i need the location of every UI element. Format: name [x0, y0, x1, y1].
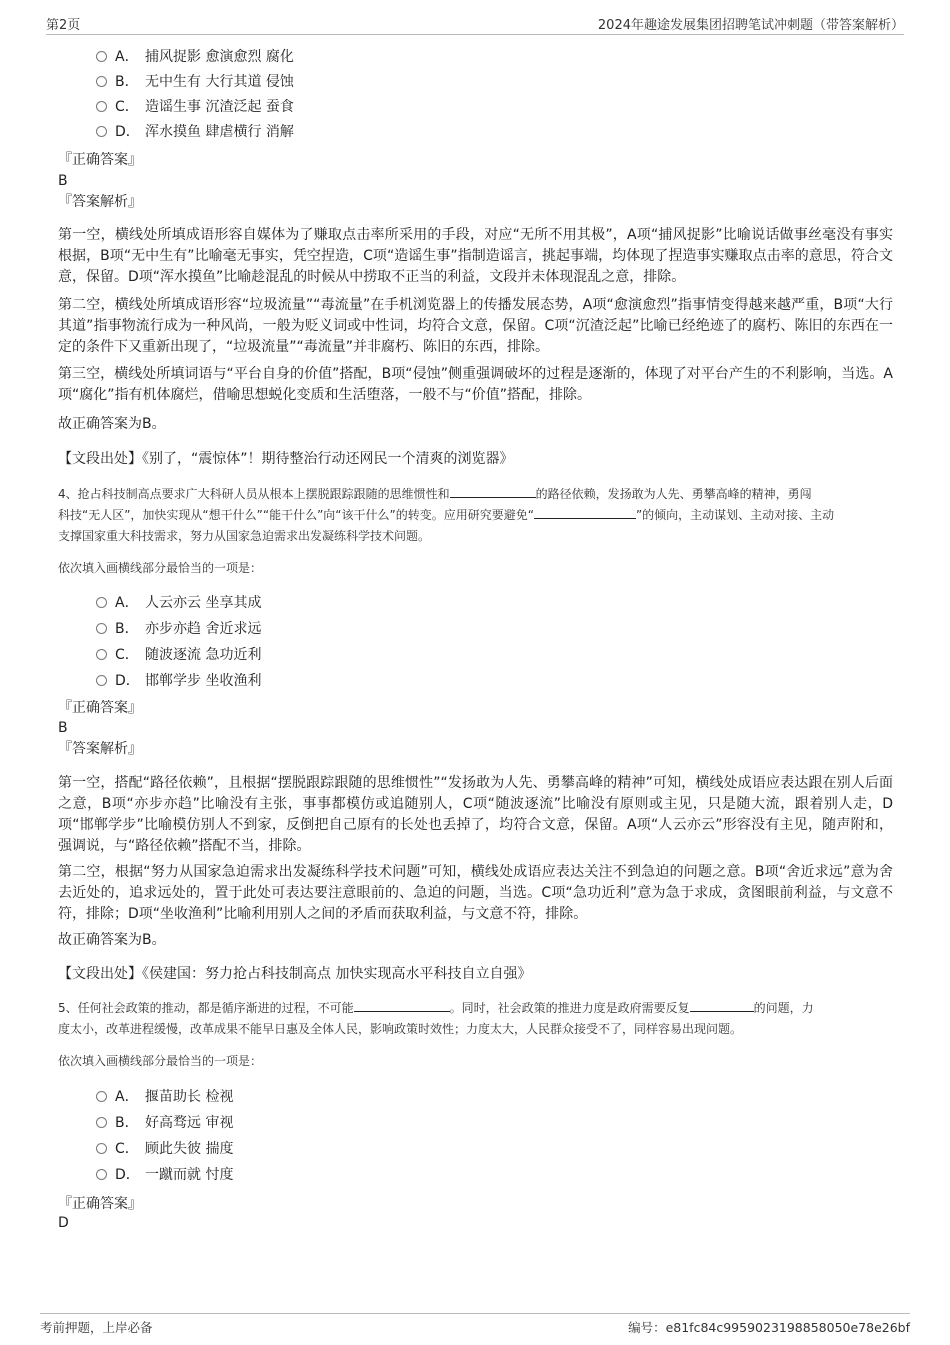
q3-analysis-3: 第三空，横线处所填词语与“平台自身的价值”搭配，B项“侵蚀”侧重强调破坏的过程是逐渐的，体现了对平台产生的不利影响，当选。A项“腐化”指有机体腐烂，借喻思想蜕化变质和生活堕落，一般不与“价值”搭配，排除。 [58, 366, 893, 403]
blank-1 [450, 485, 536, 498]
q4-option-d[interactable]: D． 邯郸学步 坐收渔利 [96, 671, 261, 691]
q5-option-b[interactable]: B． 好高骛远 审视 [96, 1113, 233, 1133]
q4-stem: 4、抢占科技制高点要求广大科研人员从根本上摆脱跟踪跟随的思维惯性和 的路径依赖，发扬敢为人先、勇攀高峰的精神，勇闯 科技“无人区”，加快实现从“想干什么”“能干什么”向“该干什么”的转变。应用研究要避免“ ”的倾向，主动谋划、主动对接、主动 支撑国家重大科技需求，努力从国家急迫需求出发凝练科学技术问题。 [58, 487, 835, 543]
q5-option-c[interactable]: C． 顾此失彼 揣度 [96, 1139, 233, 1159]
q5-answer: D [58, 1215, 69, 1231]
radio-icon[interactable] [96, 51, 107, 62]
radio-icon[interactable] [96, 126, 107, 137]
document-title: 2024年趣途发展集团招聘笔试冲刺题（带答案解析） [597, 18, 904, 33]
radio-icon[interactable] [96, 1091, 107, 1102]
page-header [46, 12, 904, 35]
q4-option-b[interactable]: B． 亦步亦趋 舍近求远 [96, 619, 261, 639]
q4-source: 【文段出处】《侯建国：努力抢占科技制高点 加快实现高水平科技自立自强》 [58, 966, 532, 982]
radio-icon[interactable] [96, 101, 107, 112]
q4-instruction: 依次填入画横线部分最恰当的一项是： [58, 561, 263, 575]
radio-icon[interactable] [96, 1169, 107, 1180]
q3-analysis-1: 第一空，横线处所填成语形容自媒体为了赚取点击率所采用的手段，对应“无所不用其极”，A项“捕风捉影”比喻说话做事丝毫没有事实根据，B项“无中生有”比喻毫无事实，凭空捏造，C项“造谣生事”指制造谣言，挑起事端，均体现了捏造事实赚取点击率的意思，符合文意，保留。D项“浑水摸鱼”比喻趁混乱的时候从中捞取不正当的利益，文段并未体现混乱之意，排除。 [58, 227, 893, 285]
q4-option-c[interactable]: C． 随波逐流 急功近利 [96, 645, 261, 665]
q3-option-d[interactable]: D． 浑水摸鱼 肆虐横行 消解 [96, 122, 294, 142]
radio-icon[interactable] [96, 675, 107, 686]
q4-option-a[interactable]: A． 人云亦云 坐享其成 [96, 593, 261, 613]
page-number: 第2页 [46, 18, 81, 33]
q3-source: 【文段出处】《别了，“震惊体”！期待整治行动还网民一个清爽的浏览器》 [58, 451, 514, 467]
footer-slogan: 考前押题，上岸必备 [40, 1320, 153, 1335]
q5-stem: 5、任何社会政策的推动，都是循序渐进的过程，不可能 。同时，社会政策的推进力度是政府需要反复 的问题，力 度太小，改革进程缓慢，改革成果不能早日惠及全体人民，影响政策时效性；力度太大，人民群众接受不了，同样容易出现问题。 [58, 1001, 814, 1036]
q5-instruction: 依次填入画横线部分最恰当的一项是： [58, 1054, 263, 1068]
q3-answer: B [58, 173, 68, 189]
q3-analysis-2: 第二空，横线处所填成语形容“垃圾流量”“毒流量”在手机浏览器上的传播发展态势，A项“愈演愈烈”指事情变得越来越严重，B项“大行其道”指事物流行成为一种风尚，一般为贬义词或中性词，均符合文意，保留。C项“沉渣泛起”比喻已经绝迹了的腐朽、陈旧的东西在一定的条件下又重新出现了，“垃圾流量”“毒流量”并非腐朽、陈旧的东西，排除。 [58, 297, 893, 355]
q3-answer-label: 『正确答案』 [58, 152, 142, 168]
blank-2 [534, 506, 636, 519]
blank-2 [690, 999, 754, 1012]
q4-answer-label: 『正确答案』 [58, 700, 142, 716]
q5-option-a[interactable]: A． 揠苗助长 检视 [96, 1087, 233, 1107]
q3-option-a[interactable]: A． 捕风捉影 愈演愈烈 腐化 [96, 47, 294, 67]
document-code: 编号：e81fc84c9959023198858050e78e26bf [628, 1320, 910, 1335]
radio-icon[interactable] [96, 1117, 107, 1128]
q3-option-b[interactable]: B． 无中生有 大行其道 侵蚀 [96, 72, 294, 92]
q3-option-c[interactable]: C． 造谣生事 沉渣泛起 蚕食 [96, 97, 294, 117]
q3-conclusion: 故正确答案为B。 [58, 416, 166, 432]
radio-icon[interactable] [96, 649, 107, 660]
q4-analysis-label: 『答案解析』 [58, 741, 142, 757]
q3-analysis-label: 『答案解析』 [58, 194, 142, 210]
q4-conclusion: 故正确答案为B。 [58, 932, 166, 948]
page-footer [40, 1313, 910, 1340]
q4-analysis-2: 第二空，根据“努力从国家急迫需求出发凝练科学技术问题”可知，横线处成语应表达关注不到急迫的问题之意。B项“舍近求远”意为舍去近处的，追求远处的，置于此处可表达要注意眼前的、急迫的问题，当选。C项“急功近利”意为急于求成，贪图眼前利益，与文意不符，排除；D项“坐收渔利”比喻利用别人之间的矛盾而获取利益，与文意不符，排除。 [58, 864, 893, 922]
radio-icon[interactable] [96, 76, 107, 87]
radio-icon[interactable] [96, 623, 107, 634]
q4-analysis-1: 第一空，搭配“路径依赖”，且根据“摆脱跟踪跟随的思维惯性”“发扬敢为人先、勇攀高峰的精神”可知，横线处成语应表达跟在别人后面之意，B项“亦步亦趋”比喻没有主张，事事都模仿或追随别人，C项“随波逐流”比喻没有原则或主见，只是随大流，跟着别人走，D项“邯郸学步”比喻模仿别人不到家，反倒把自己原有的长处也丢掉了，均符合文意，保留。A项“人云亦云”形容没有主见，随声附和，强调说，与“路径依赖”搭配不当，排除。 [58, 775, 893, 854]
radio-icon[interactable] [96, 1143, 107, 1154]
radio-icon[interactable] [96, 597, 107, 608]
q5-option-d[interactable]: D． 一蹴而就 忖度 [96, 1165, 233, 1185]
blank-1 [354, 999, 450, 1012]
q4-answer: B [58, 720, 68, 736]
q5-answer-label: 『正确答案』 [58, 1196, 142, 1212]
